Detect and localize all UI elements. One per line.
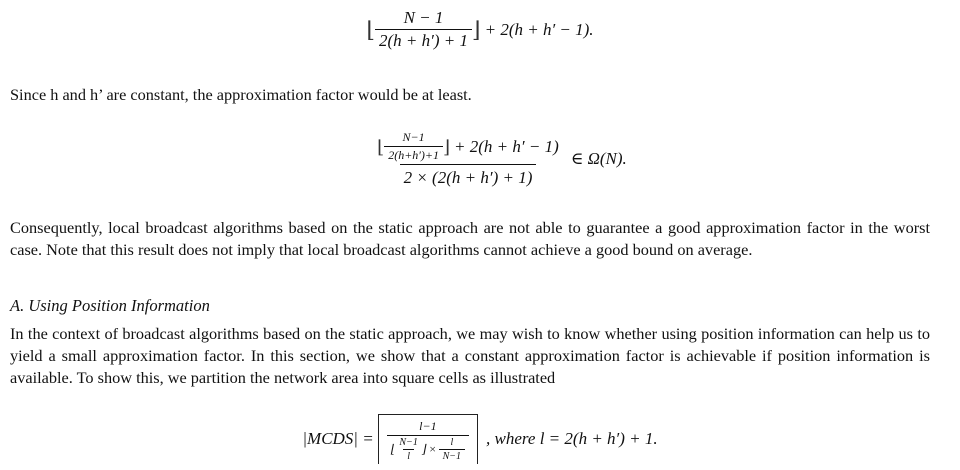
eq3-numerator: l−1 — [419, 419, 437, 433]
eq2-denominator: 2 × (2(h + h′) + 1) — [400, 164, 537, 188]
section-heading: A. Using Position Information — [10, 296, 210, 315]
eq1-fraction — [375, 8, 472, 51]
eq2-numerator: ⌊ $\frac{N-1}{2(h+h')+1}$ ⌋ + 2(h + h′ − 1) — [377, 130, 559, 162]
eq3-lhs: |MCDS| = — [302, 429, 374, 448]
eq3-where: , where l = 2(h + h′) + 1. — [486, 429, 658, 448]
equation-3 — [0, 414, 960, 464]
eq1-numerator: N − 1 — [403, 8, 444, 27]
eq1-denominator: 2(h + h′) + 1 — [375, 29, 472, 51]
eq2-num-tail: + 2(h + h′ − 1) — [454, 136, 559, 156]
eq3-fraction — [387, 419, 469, 462]
eq2-main-fraction — [373, 130, 563, 188]
eq3-den-a-den: l — [403, 449, 414, 462]
eq2-inner-num: N−1 — [402, 130, 425, 144]
eq2-rhs: ∈ Ω(N). — [570, 149, 627, 168]
paragraph-2: Consequently, local broadcast algorithms based on the static approach are not able to guarantee a good approximation factor in the worst case. Note that this result does not imply that local broadcast algorithms cannot achieve a good bound on average. — [10, 218, 930, 259]
floor-close: ⌋ — [472, 16, 481, 42]
eq3-den-b-num: l — [450, 437, 454, 448]
eq3-den-a-num: N−1 — [399, 437, 418, 448]
eq3-den-b-den: N−1 — [439, 449, 465, 462]
eq2-inner-den: 2(h+h′)+1 — [384, 146, 443, 163]
eq1-tail: + 2(h + h′ − 1). — [484, 19, 594, 39]
eq3-denominator: ⌊ $\frac{N-1}{l}$ ⌋ × $\frac{l}{N-1}$ — [387, 435, 469, 462]
eq3-ceiling — [378, 414, 478, 464]
paragraph-1: Since h and h’ are constant, the approximation factor would be at least. — [10, 85, 472, 104]
equation-1 — [0, 8, 960, 51]
paragraph-3: In the context of broadcast algorithms based on the static approach, we may wish to know whether using position information can help us to yield a small approximation factor. In this section, we show that a constant approximation factor is achievable if position information is available. To show this, we partition the network area into square cells as illustrated — [10, 324, 930, 387]
floor-open: ⌊ — [366, 16, 376, 42]
equation-2 — [40, 130, 960, 188]
eq3-times: × — [428, 442, 437, 456]
eq2-inner-fraction — [384, 130, 443, 163]
